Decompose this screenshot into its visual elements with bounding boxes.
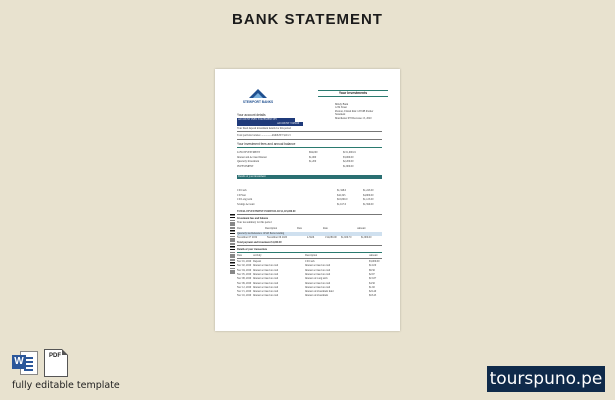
address-line: Statement: [335, 113, 346, 117]
activity-row-cell: Interest accrued on cash: [253, 277, 278, 281]
portfolio-total: TOTAL INVESTMENT PORTFOLIO $1,125,000.00: [237, 210, 296, 213]
activity-row: [237, 260, 382, 264]
summary-row-cell: INVESTMENT: [237, 164, 254, 168]
investment-row-cell: $4,800.00: [363, 193, 374, 197]
summary-row: [237, 165, 382, 169]
fees-data-row-cell: 4.5626: [307, 236, 315, 239]
bank-logo-text: STEWPORT BANKS: [242, 100, 274, 104]
address-line: Preston, United Kinr 1ZTOB Ponder: [335, 109, 374, 113]
activity-row-cell: Nov 05, 2020: [237, 272, 252, 276]
format-icons: [12, 349, 72, 375]
activity-row-cell: $2.67: [369, 272, 375, 276]
bank-logo: [239, 89, 277, 107]
summary-row-cell: $1,060: [309, 155, 317, 159]
fees-header-cell-row-cell: Rate: [323, 227, 328, 230]
portfolio-balance: Total portfolio balance ............... AMOUNT $101.3: [237, 134, 291, 137]
activity-row-cell: Interest on investment: [305, 294, 329, 298]
activity-row-cell: $1.82: [369, 285, 375, 289]
summary-row-cell: $1,800.00: [343, 164, 354, 168]
activity-row-cell: $4.56: [369, 281, 375, 285]
summary-row-cell: Interest and Accrued Interest: [237, 155, 267, 159]
summary-row: [237, 156, 382, 160]
activity-row-cell: Interest accrued on cash: [305, 264, 330, 268]
summary-heading: Your investment fees and annual balance: [237, 142, 296, 146]
investment-row-cell: Savings Account: [237, 202, 255, 206]
account-details-heading: Your account details: [237, 113, 266, 117]
activity-row-cell: Interest accrued on cash: [305, 281, 330, 285]
account-note: Your fixed deposit investment details for this period: [237, 127, 291, 130]
investment-row: [237, 198, 382, 202]
activity-row-cell: Nov 15, 2020: [237, 290, 252, 294]
activity-row: [237, 273, 382, 277]
investment-row-cell: $1,125.00: [363, 198, 374, 202]
activity-row: [237, 294, 382, 298]
summary-row: [237, 160, 382, 164]
investment-row-cell: $10,800.0: [337, 198, 348, 202]
activity-row: [237, 277, 382, 281]
divider: [237, 252, 382, 253]
investment-row-cell: $1,617.0: [337, 202, 347, 206]
activity-row-cell: Interest accrued on cash: [305, 268, 330, 272]
editable-caption: fully editable template: [12, 380, 120, 391]
activity-row-cell: Interest accrued on cash: [253, 294, 278, 298]
brand-badge: tourspuno.pe: [487, 366, 605, 392]
investment-row: [237, 194, 382, 198]
pdf-icon: PDF: [44, 349, 68, 377]
activity-row-cell: Interest accrued on cash: [305, 285, 330, 289]
activity-row-cell: CD Cash: [305, 260, 315, 263]
activity-row-cell: Interest on investment fund: [305, 290, 334, 294]
fees-data-row-cell: $1,829.70: [341, 236, 352, 239]
activity-row-cell: Nov 02, 2020: [237, 264, 252, 268]
activity-header-row-cell: Activity: [253, 254, 262, 257]
fees-header-cell-row-cell: Date: [297, 227, 302, 230]
activity-row-cell: Interest on Long term: [305, 277, 328, 281]
address-line: Mindy Bank: [335, 103, 349, 106]
activity-row-cell: Nov 16, 2020: [237, 294, 252, 298]
activity-row: [237, 264, 382, 268]
investment-row-cell: $42,345: [337, 193, 346, 197]
summary-row-cell: $2,200.00: [343, 160, 354, 164]
summary-row-cell: $84,000: [309, 151, 318, 154]
investments-title: Your Investments: [338, 91, 368, 95]
address-block: [335, 103, 390, 120]
account-bar: ACCOUNT 7245610: [237, 122, 303, 126]
barcode: [230, 214, 235, 274]
activity-row-cell: Interest accrued on cash: [253, 264, 278, 268]
fees-header-cell-row-cell: Date: [237, 227, 242, 230]
statement-preview: [215, 69, 400, 331]
address-line: Manchester 678 Decrease 15, 2020: [335, 116, 372, 120]
fees-highlight-row: Quarterly fee Reference 12345 Period ending: [237, 232, 382, 236]
activity-row-cell: $15.87: [369, 277, 377, 281]
header-rule: [318, 96, 388, 97]
account-bar: ACCOUNT INFO STATEMENT BY: [237, 118, 295, 122]
activity-row-cell: Nov 09, 2020: [237, 281, 252, 285]
activity-row-cell: Interest accrued on cash: [253, 290, 278, 294]
fees-data-row-cell: $1,800.00: [361, 236, 372, 239]
divider: [237, 147, 382, 148]
activity-row-cell: Interest accrued on cash: [253, 272, 278, 276]
fees-header-cell-row-cell: Amount: [357, 227, 366, 230]
fees-total: Total payment and investment $1,840.00: [237, 241, 282, 244]
activity-row-cell: $12.00: [369, 264, 377, 268]
summary-row-cell: $3,060.00: [343, 155, 354, 159]
activity-row-cell: Deposit: [253, 260, 262, 263]
fees-data-row-cell: November 07 2019: [237, 236, 258, 239]
activity-row-cell: $3,000.00: [369, 260, 380, 263]
activity-row-cell: Interest accrued on cash: [305, 272, 330, 276]
fees-data-row-cell: 134,080.00: [325, 236, 337, 239]
activity-row-cell: $22.40: [369, 290, 377, 294]
activity-row-cell: Interest accrued on cash: [253, 285, 278, 289]
investment-row-cell: $1,590.00: [363, 202, 374, 206]
activity-row-cell: $9.56: [369, 268, 375, 272]
summary-row-cell: Quarterly Investment: [237, 160, 260, 164]
investment-row-cell: CD Cash: [237, 189, 247, 192]
fees-header-cell-row-cell: Description: [265, 227, 278, 230]
activity-header-row-cell: Date: [237, 254, 242, 257]
investment-row-cell: $1,245.00: [363, 189, 374, 192]
activity-header-row-cell: Amount: [369, 254, 378, 257]
activity-row: [237, 286, 382, 290]
activity-row: [237, 269, 382, 273]
activity-row-cell: $18.43: [369, 294, 377, 298]
investment-row-cell: $1,348.0: [337, 189, 347, 192]
fees-data-row: [237, 236, 382, 240]
fees-subheading: Your fee summary for this period: [237, 221, 272, 224]
fees-data-row-cell: November 06 2020: [267, 236, 288, 239]
summary-row-cell: $1,200: [309, 160, 317, 164]
activity-heading: Details of your transactions: [237, 248, 268, 251]
investment-row: [237, 189, 382, 193]
activity-row-cell: Interest accrued on cash: [253, 281, 278, 285]
investment-row-cell: CD Long term: [237, 198, 253, 202]
activity-header-row-cell: Description: [305, 254, 318, 257]
activity-row-cell: Nov 12, 2020: [237, 285, 252, 289]
fees-header-cell-row: [237, 227, 382, 231]
activity-row-cell: Nov 08, 2020: [237, 277, 252, 281]
fees-heading: Investment fees and balance: [237, 217, 269, 220]
activity-row-cell: Nov 01, 2020: [237, 260, 252, 263]
activity-row: [237, 290, 382, 294]
summary-row: [237, 151, 382, 155]
activity-row-cell: Interest accrued on cash: [253, 268, 278, 272]
address-line: 1234 Street: [335, 106, 347, 110]
activity-row: [237, 282, 382, 286]
word-icon: W: [12, 349, 38, 375]
activity-row-cell: Nov 04, 2020: [237, 268, 252, 272]
summary-row-cell: LOW INVESTMENT: [237, 151, 261, 154]
details-bar: Details of your investment: [237, 175, 382, 179]
summary-row-cell: $151,000.01: [343, 151, 356, 154]
investment-row-cell: CD Year: [237, 193, 246, 197]
investment-row: [237, 203, 382, 207]
page-title: BANK STATEMENT: [232, 11, 383, 28]
